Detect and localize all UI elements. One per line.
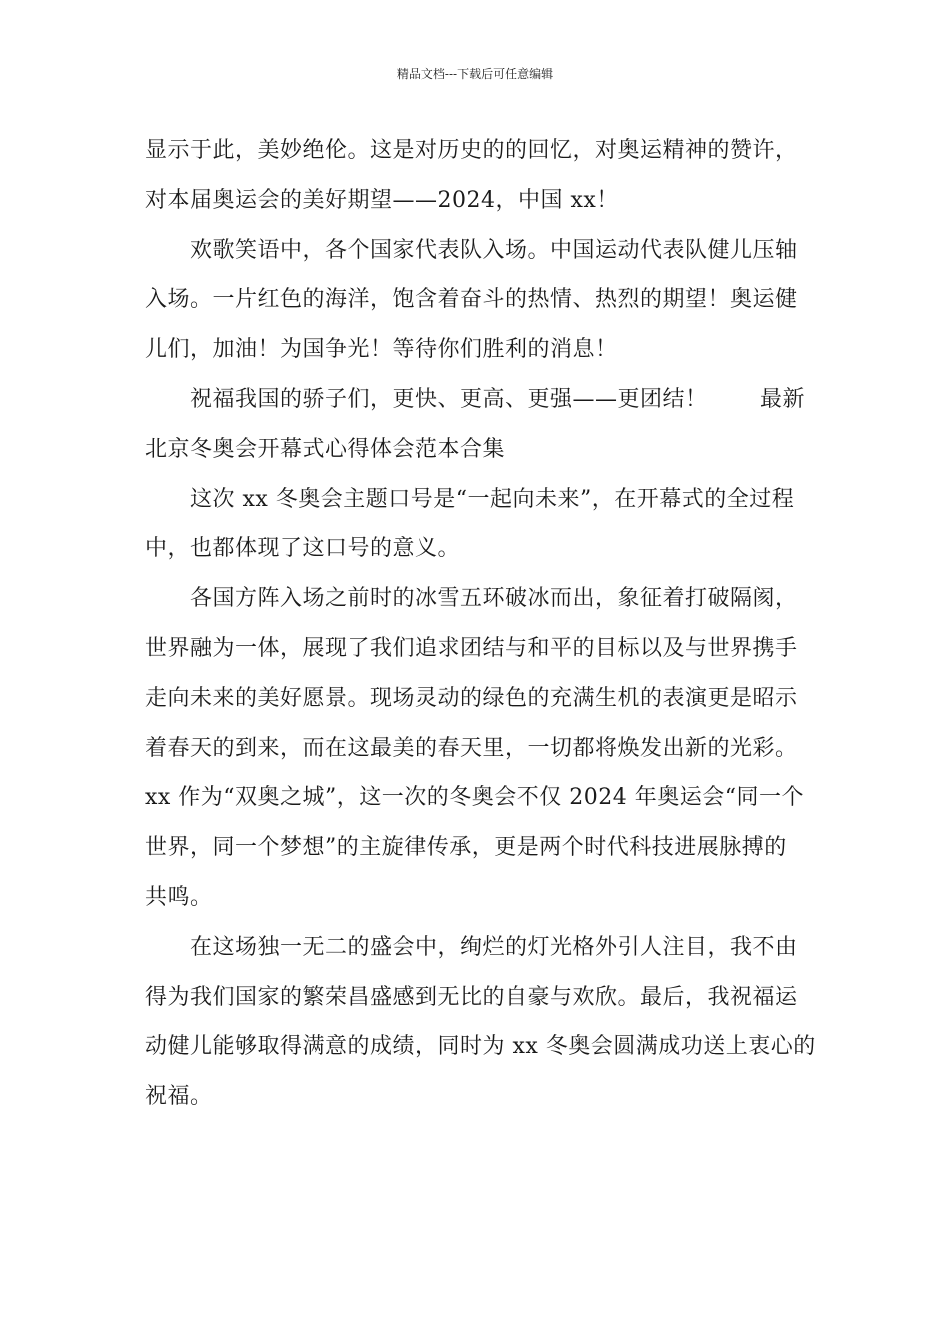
page-header: 精品文档---下载后可任意编辑 [396, 67, 554, 81]
text-line: 祝福我国的骄子们，更快、更高、更强——更团结！ 最新 [190, 386, 805, 412]
text-line: 儿们，加油！为国争光！等待你们胜利的消息！ [145, 337, 618, 363]
text-line: 动健儿能够取得满意的成绩，同时为 xx 冬奥会圆满成功送上衷心的 [145, 1034, 816, 1060]
text-line: 着春天的到来，而在这最美的春天里，一切都将焕发出新的光彩。 [145, 735, 798, 761]
text-line: 欢歌笑语中，各个国家代表队入场。中国运动代表队健儿压轴 [190, 237, 798, 263]
text-line: xx 作为“双奥之城”，这一次的冬奥会不仅 2024 年奥运会“同一个 [145, 785, 805, 811]
text-line: 各国方阵入场之前时的冰雪五环破冰而出，象征着打破隔阂， [190, 586, 798, 612]
text-line: 祝福。 [145, 1084, 213, 1110]
text-line: 显示于此，美妙绝伦。这是对历史的的回忆，对奥运精神的赞许， [145, 138, 798, 163]
text-line: 共鸣。 [145, 884, 213, 910]
text-line: 这次 xx 冬奥会主题口号是“一起向未来”，在开幕式的全过程 [190, 486, 795, 512]
text-line: 在这场独一无二的盛会中，绚烂的灯光格外引人注目，我不由 [190, 934, 798, 960]
text-line: 对本届奥运会的美好期望——2024，中国 xx！ [145, 187, 619, 213]
text-line: 北京冬奥会开幕式心得体会范本合集 [145, 436, 506, 462]
text-line: 中，也都体现了这口号的意义。 [145, 536, 461, 562]
text-line: 入场。一片红色的海洋，饱含着奋斗的热情、热烈的期望！奥运健 [145, 287, 798, 313]
text-line: 得为我们国家的繁荣昌盛感到无比的自豪与欢欣。最后，我祝福运 [145, 984, 798, 1010]
text-line: 世界融为一体，展现了我们追求团结与和平的目标以及与世界携手 [145, 635, 798, 661]
document-body [145, 126, 820, 1122]
text-line: 世界，同一个梦想”的主旋律传承，更是两个时代科技进展脉搏的 [145, 835, 787, 861]
text-line: 走向未来的美好愿景。现场灵动的绿色的充满生机的表演更是昭示 [145, 685, 798, 711]
